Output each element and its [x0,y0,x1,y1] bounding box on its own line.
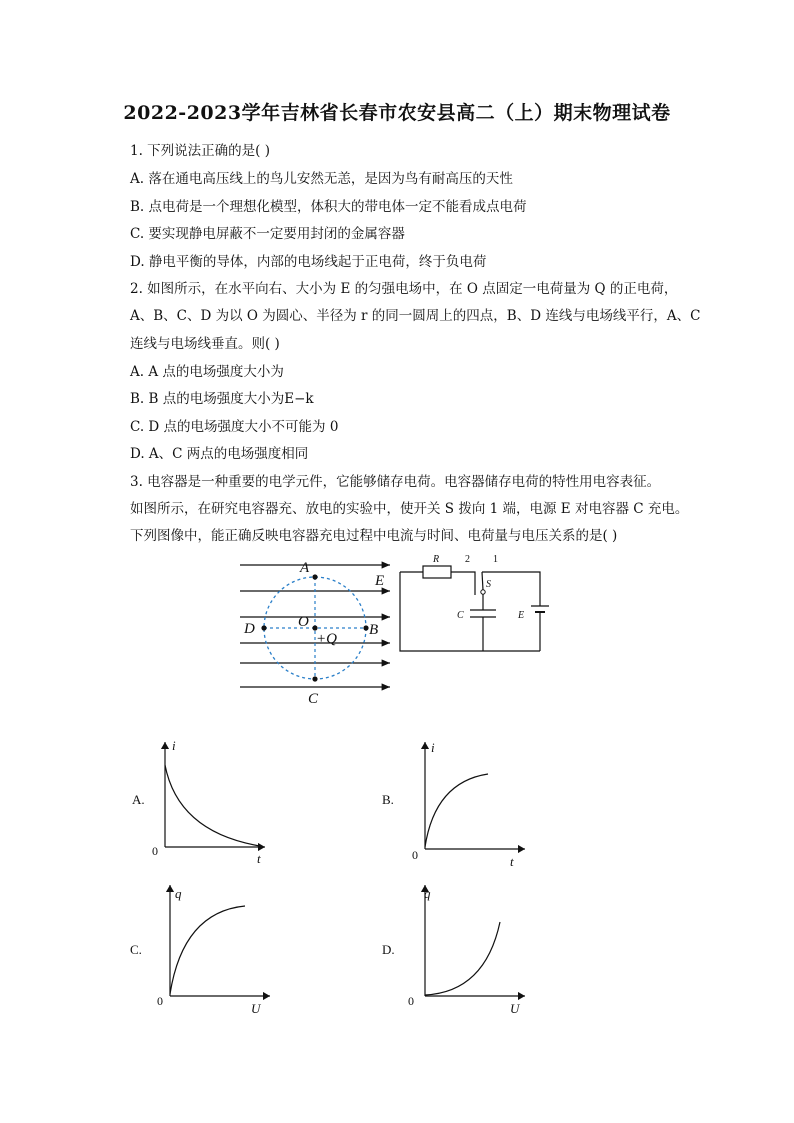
graph-a-origin: 0 [152,844,158,858]
label-e: E [518,610,525,621]
graph-a-y-label: i [172,738,176,753]
question-2-option-a: A. A 点的电场强度大小为 [130,364,284,380]
graph-d-option-label: D. [382,942,395,957]
question-1-option-d: D. 静电平衡的导体，内部的电场线起于正电荷，终于负电荷 [130,254,487,270]
graph-b [410,737,530,867]
label-1: 1 [493,554,498,565]
question-2-option-b: B. B 点的电场强度大小为E−k [130,391,314,407]
point-d [261,625,266,630]
label-e: E [375,573,385,589]
graph-d [410,880,530,1015]
graph-b-curve [425,774,488,847]
label-s: S [486,579,491,590]
label-d: D [244,621,255,637]
graph-b-y-label: i [431,740,435,755]
graph-c-option-label: C. [130,942,142,957]
graph-d-x-label: U [510,1001,520,1016]
graph-b-origin: 0 [412,848,418,862]
point-o [312,625,317,630]
graph-c-origin: 0 [157,994,163,1008]
label-a: A [300,560,310,576]
label-b: B [369,622,379,638]
question-1-option-a: A. 落在通电高压线上的鸟儿安然无恙，是因为鸟有耐高压的天性 [130,171,513,187]
graph-a-x-label: t [257,851,261,866]
graph-a [150,737,270,867]
label-2: 2 [465,554,470,565]
question-2-stem-line-2: A、B、C、D 为以 O 为圆心、半径为 r 的同一圆周上的四点，B、D 连线与电场线平行，A、C [130,308,701,324]
graph-c [155,880,275,1015]
graph-d-origin: 0 [408,994,414,1008]
label-q: +Q [316,631,337,647]
switch-lever [482,572,483,590]
graph-d-curve [425,922,500,995]
graph-b-option-label: B. [382,792,394,807]
label-o: O [298,614,309,630]
question-2-stem-line-3: 连线与电场线垂直。则( ) [130,336,280,352]
question-3-stem-line-3: 下列图像中，能正确反映电容器充电过程中电流与时间、电荷量与电压关系的是( ) [130,528,618,544]
page-title: 2022-2023学年吉林省长春市农安县高二（上）期末物理试卷 [123,102,671,124]
electric-field-figure [230,555,405,710]
question-3-stem-line-2: 如图所示，在研究电容器充、放电的实验中，使开关 S 拨向 1 端，电源 E 对电容器 C 充电。 [130,501,689,517]
graph-d-y-label: q [424,886,431,901]
question-2-stem-line-1: 2. 如图所示，在水平向右、大小为 E 的匀强电场中，在 O 点固定一电荷量为 Q 的正电荷， [130,281,678,297]
label-r: R [433,554,440,565]
question-1-option-c: C. 要实现静电屏蔽不一定要用封闭的金属容器 [130,226,405,242]
label-c: C [308,691,319,707]
point-b [363,625,368,630]
label-c: C [457,610,464,621]
question-1-stem: 1. 下列说法正确的是( ) [130,143,270,159]
question-2-option-c: C. D 点的电场强度大小不可能为 0 [130,419,339,435]
graph-c-curve [170,906,245,994]
graph-a-option-label: A. [132,792,145,807]
point-a [312,574,317,579]
resistor [423,566,451,578]
question-1-option-b: B. 点电荷是一个理想化模型，体积大的带电体一定不能看成点电荷 [130,199,527,215]
question-2-option-d: D. A、C 两点的电场强度相同 [130,446,309,462]
graph-b-x-label: t [510,854,514,869]
circuit-figure [395,550,560,658]
point-c [312,676,317,681]
graph-c-y-label: q [175,886,182,901]
graph-c-x-label: U [251,1001,261,1016]
question-3-stem-line-1: 3. 电容器是一种重要的电学元件，它能够储存电荷。电容器储存电荷的特性用电容表征。 [130,474,661,490]
graph-a-curve [165,765,260,846]
